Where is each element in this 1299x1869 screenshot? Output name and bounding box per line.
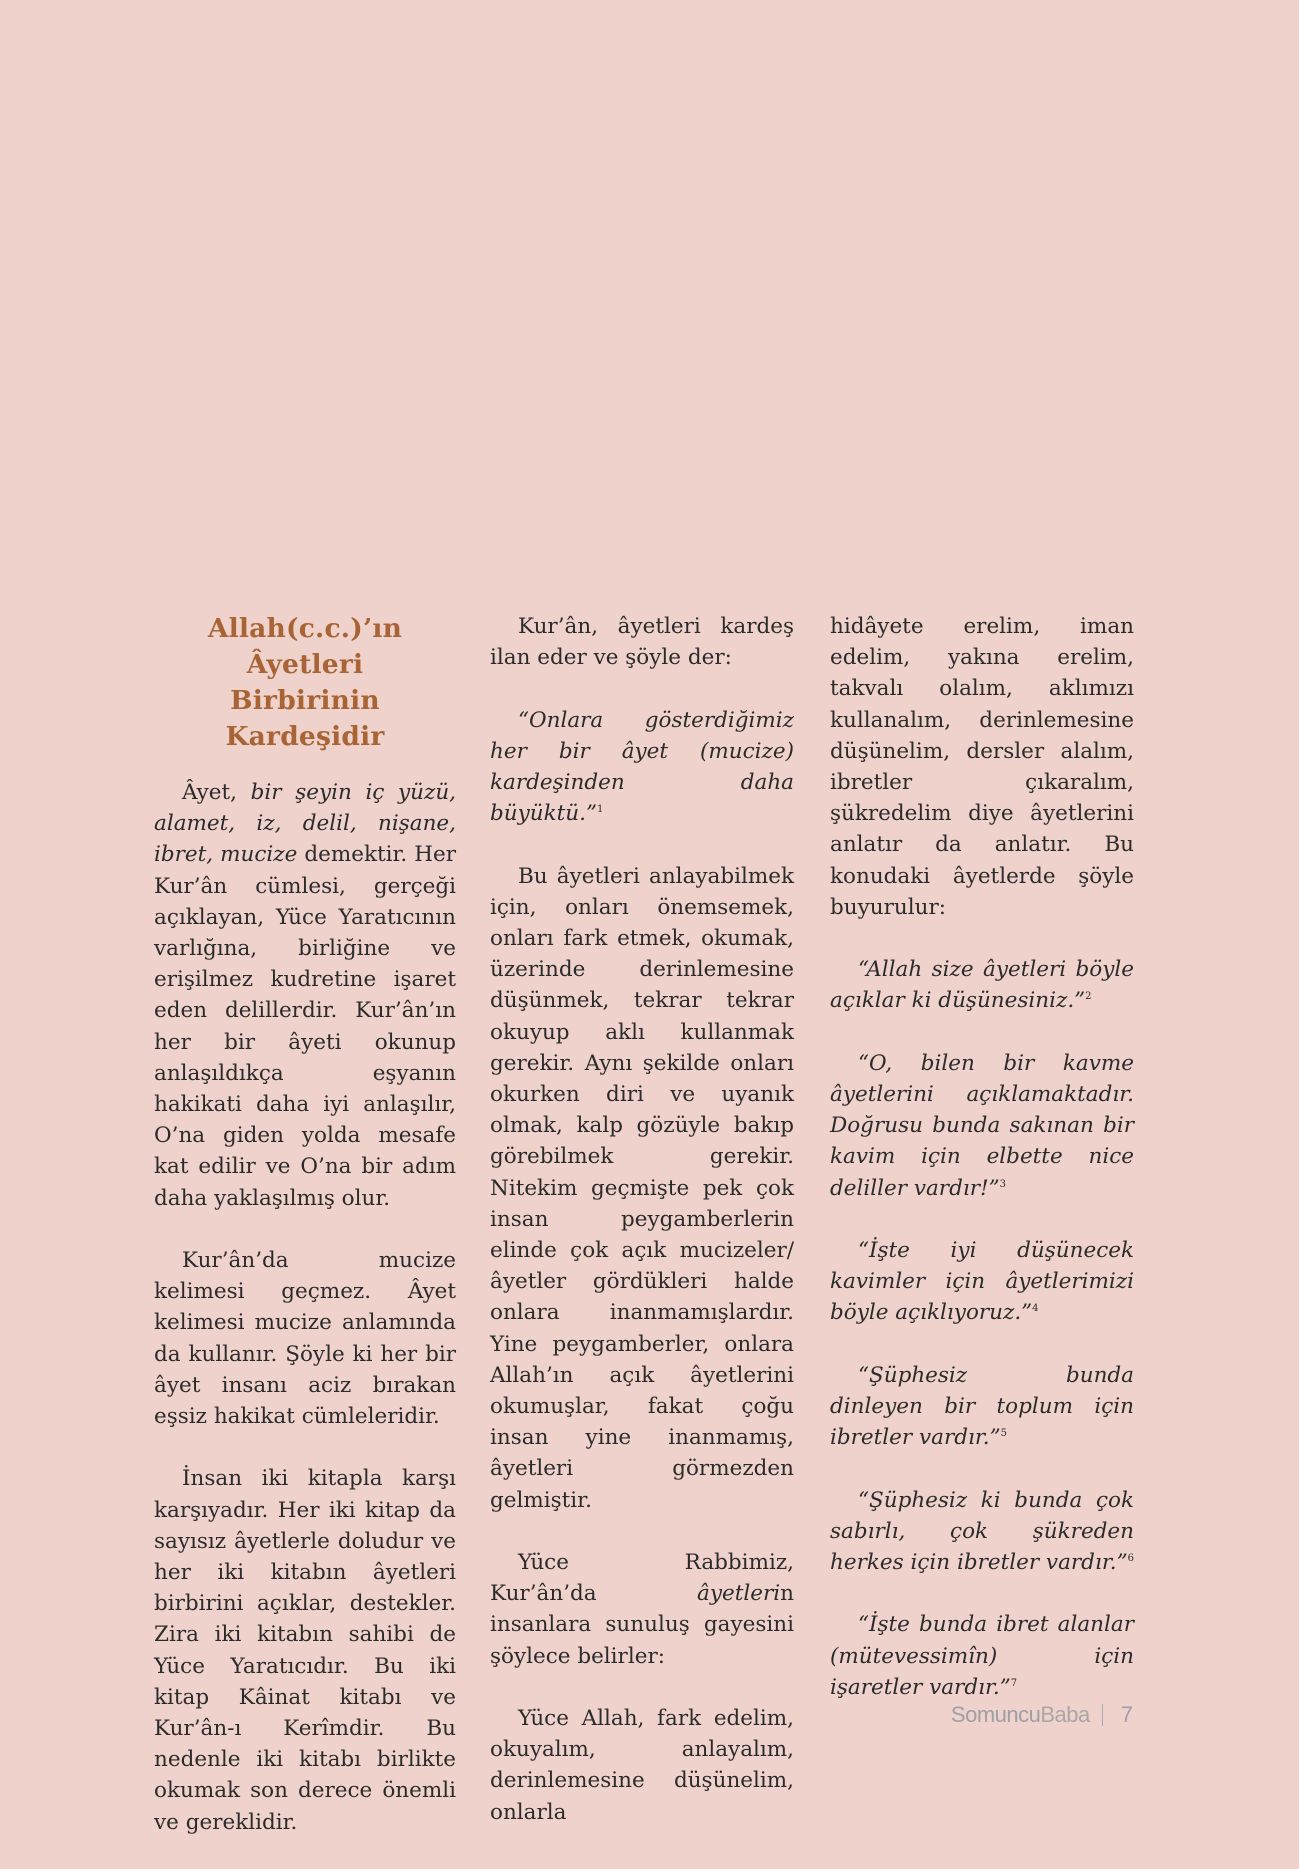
text-run: Yüce Rabbimiz, Kur’ân’da xyxy=(490,1550,794,1607)
quote-4 xyxy=(830,1235,1134,1329)
footnote-ref: 7 xyxy=(1010,1677,1018,1689)
text-run: demektir. Her Kur’ân cümlesi, gerçeği açıklayan, Yüce Yaratıcının varlığına, birliğine ve erişilmez kudretine işaret eden delillerdir. Kur’ân’ın her bir âyeti okunup anlaşıldıkça eşyanın hakikati daha iyi anlaşılır, O’na giden yolda mesafe kat edilir ve O’na bir adım daha yaklaşılmış olur. xyxy=(154,842,457,1211)
magazine-logo xyxy=(951,1702,1090,1728)
paragraph-two-books: İnsan iki kitapla karşı karşıyadır. Her iki kitap da sayısız âyetlerle doludur ve her iki kitabın âyetleri birbirini açıklar, destekler. Zira iki kitabın sahibi de Yüce Yaratıcıdır. Bu iki kitap Kâinat kitabı ve Kur’ân-ı Kerîmdir. Bu nedenle iki kitabı birlikte okumak son derece önemli ve gereklidir. xyxy=(154,1466,456,1835)
quote-text: “O, bilen bir kavme âyetlerini açıklamaktadır. Doğrusu bunda sakınan bir kavim için elbette nice deliller vardır!” xyxy=(830,1050,1134,1201)
quote-text: “Onlara gösterdiğimiz her bir âyet (mucize) kardeşinden daha büyüktü.” xyxy=(490,707,794,827)
heading-line-1: Allah(c.c.)’ın Âyetleri xyxy=(207,613,403,680)
heading-line-2: Birbirinin Kardeşidir xyxy=(225,685,385,752)
article-column-2 xyxy=(490,611,794,1828)
logo-text-part2: Baba xyxy=(1040,1702,1090,1727)
footnote-ref: 1 xyxy=(596,804,604,816)
quote-text: “İşte iyi düşünecek kavimler için âyetlerimizi böyle açıklıyoruz.” xyxy=(830,1238,1134,1326)
text-run: n insanlara sunuluş gayesini şöylece belirler: xyxy=(490,1581,794,1669)
quote-5 xyxy=(830,1360,1134,1454)
footnote-ref: 4 xyxy=(1032,1303,1039,1315)
paragraph-understanding: Bu âyetleri anlayabilmek için, onları önemsemek, onları fark etmek, okumak, üzerinde derinlemesine düşünmek, tekrar tekrar okuyup aklı kullanmak gerekir. Aynı şekilde onları okurken diri ve uyanık olmak, kalp gözüyle bakıp görebilmek gerekir. Nitekim geçmişte pek çok insan peygamberlerin elinde çok açık mucizeler/âyetler gördükleri halde onlara inanmamışlardır. Yine peygamberler, onlara Allah’ın açık âyetlerini okumuşlar, fakat çoğu insan yine inanmamış, âyetleri görmezden gelmiştir. xyxy=(490,863,794,1513)
paragraph-mucize: Kur’ân’da mucize kelimesi geçmez. Âyet kelimesi mucize anlamında da kullanır. Şöyle ki her bir âyet insanı aciz bırakan eşsiz hakikat cümleleridir. xyxy=(154,1248,456,1430)
paragraph-kuran-kardes: Kur’ân, âyetleri kardeş ilan eder ve şöyle der: xyxy=(490,614,794,671)
article-column-3 xyxy=(830,611,1134,1703)
quote-6 xyxy=(830,1485,1134,1579)
page-number: 7 xyxy=(1120,1702,1133,1727)
quote-7 xyxy=(830,1609,1134,1703)
footnote-ref: 6 xyxy=(1127,1553,1134,1565)
article-column-1 xyxy=(154,611,456,1869)
footnote-ref: 3 xyxy=(999,1178,1006,1190)
quote-1 xyxy=(490,705,794,830)
paragraph-ayet-definition xyxy=(154,777,456,1214)
italic-text-run: bir şeyin iç yüzü, alamet, iz, delil, nişane, ibret, mucize xyxy=(154,780,456,868)
logo-text-part1: Somuncu xyxy=(950,1702,1041,1727)
quote-text: “Şüphesiz ki bunda çok sabırlı, çok şükreden herkes için ibretler vardır.” xyxy=(830,1487,1134,1576)
paragraph-rabbimiz xyxy=(490,1547,794,1672)
quote-text: “Şüphesiz bunda dinleyen bir toplum için ibretler vardır.” xyxy=(830,1362,1134,1451)
page-footer xyxy=(951,1702,1133,1728)
article-heading xyxy=(154,611,456,755)
paragraph-hidayet: hidâyete erelim, iman edelim, yakına erelim, takvalı olalım, aklımızı kullanalım, derinlemesine düşünelim, dersler alalım, ibretler çıkaralım, şükredelim diye âyetlerini anlatır da anlatır. Bu konudaki âyetlerde şöyle buyurulur: xyxy=(830,614,1134,920)
footnote-ref: 2 xyxy=(1085,991,1092,1003)
italic-text-run: âyetleri xyxy=(697,1581,781,1607)
footnote-ref: 5 xyxy=(1000,1428,1007,1440)
paragraph-yuce-allah: Yüce Allah, fark edelim, okuyalım, anlayalım, derinlemesine düşünelim, onlarla xyxy=(490,1706,794,1825)
quote-2 xyxy=(830,954,1134,1016)
text-run: Âyet, xyxy=(182,780,251,805)
quote-text: “Allah size âyetleri böyle açıklar ki düşünesiniz.” xyxy=(830,957,1134,1014)
footer-divider xyxy=(1102,1704,1103,1726)
quote-3 xyxy=(830,1048,1134,1204)
quote-text: “İşte bunda ibret alanlar (mütevessimîn) için işaretler vardır.” xyxy=(830,1612,1134,1700)
